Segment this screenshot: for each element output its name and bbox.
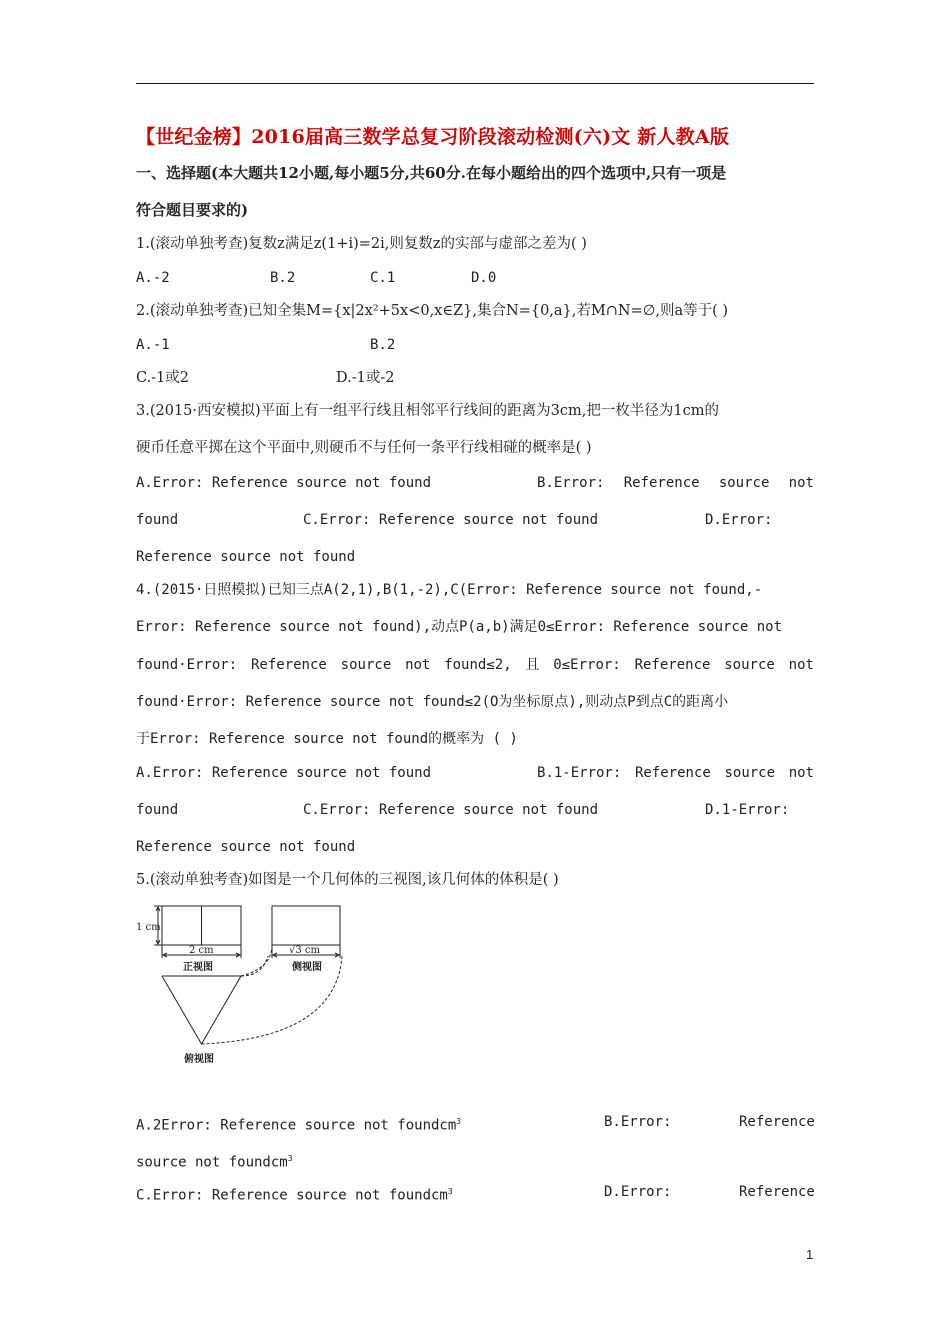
question-1-stem: 1.(滚动单独考查)复数z满足z(1+i)=2i,则复数z的实部与虚部之差为( ) [136,236,587,252]
option-a: A.2Error: Reference source not foundcm$^3$ [136,1117,462,1134]
option-b: B.1-Error: Reference source not [537,765,814,781]
option-b: B.Error: [604,1114,672,1130]
option-d: D.0 [471,270,497,286]
option-d: D.Error: [705,512,773,528]
top-view-triangle [162,976,241,1044]
option-c: C.Error: Reference source not foundcm$^3$ [136,1187,453,1204]
option-c: C.Error: Reference source not found [303,512,599,528]
option-b: B.2 [270,270,296,286]
option-b-continued: source not foundcm [136,1154,288,1171]
three-view-figure [136,898,356,1068]
dim-side-label: √3 cm [289,945,320,956]
page-title: 【世纪金榜】2016届高三数学总复习阶段滚动检测(六)文 新人教A版 [136,126,730,148]
option-a: A.-2 [136,270,170,286]
option-b-continued: found [136,512,179,528]
option-d: D.1-Error: [705,802,790,818]
front-view-label: 正视图 [183,962,213,973]
option-c: C.1 [370,270,396,286]
dim-width-label: 2 cm [189,945,214,956]
option-c: C.-1或2 [136,370,190,386]
question-5-stem: 5.(滚动单独考查)如图是一个几何体的三视图,该几何体的体积是( ) [136,872,559,888]
question-4-line4: found·Error: Reference source not found≤2(O为坐标原点),则动点P到点C的距离小 [136,694,729,710]
side-view-rect [272,906,340,945]
question-3-options-row3: Reference source not found [136,549,356,565]
question-4-line1: 4.(2015·日照模拟)已知三点A(2,1),B(1,-2),C(Error: Reference source not found,- [136,582,763,598]
option-b: B.Error: Reference source not [537,475,814,491]
question-5-options-row2: source not foundcm$^3$ [136,1154,293,1171]
section-heading-line1: 一、选择题(本大题共12小题,每小题5分,共60分.在每小题给出的四个选项中,只有一项是 [136,164,727,182]
page-number: 1 [806,1247,814,1262]
option-a: A.-1 [136,337,170,353]
question-4-line5: 于Error: Reference source not found的概率为 ( ) [136,731,518,747]
header-rule [136,83,814,84]
question-3-stem-line1: 3.(2015·西安模拟)平面上有一组平行线且相邻平行线间的距离为3cm,把一枚半径为1cm的 [136,403,719,419]
option-b-continued: found [136,802,179,818]
option-d: D.Error: [604,1184,672,1200]
option-a: A.Error: Reference source not found [136,475,432,491]
option-d: D.-1或-2 [336,370,395,386]
question-2-stem: 2.(滚动单独考查)已知全集M={x|2x²+5x<0,x∈Z},集合N={0,a},若M∩N=∅,则a等于( ) [136,303,729,319]
question-4-line2: Error: Reference source not found),动点P(a,b)满足0≤Error: Reference source not [136,619,783,635]
option-b-word: Reference [739,1114,815,1130]
option-b: B.2 [370,337,396,353]
question-4-options-row3: Reference source not found [136,839,356,855]
section-heading-line2: 符合题目要求的) [136,201,249,219]
option-d-word: Reference [739,1184,815,1200]
dim-height-label: 1 cm [136,922,161,933]
question-4-line3: found·Error: Reference source not found≤2, 且 0≤Error: Reference source not [136,657,814,673]
question-3-stem-line2: 硬币任意平掷在这个平面中,则硬币不与任何一条平行线相碰的概率是( ) [136,440,592,456]
top-view-label: 俯视图 [184,1054,214,1065]
option-c: C.Error: Reference source not found [303,802,599,818]
option-a: A.Error: Reference source not found [136,765,432,781]
side-view-label: 侧视图 [292,962,322,973]
